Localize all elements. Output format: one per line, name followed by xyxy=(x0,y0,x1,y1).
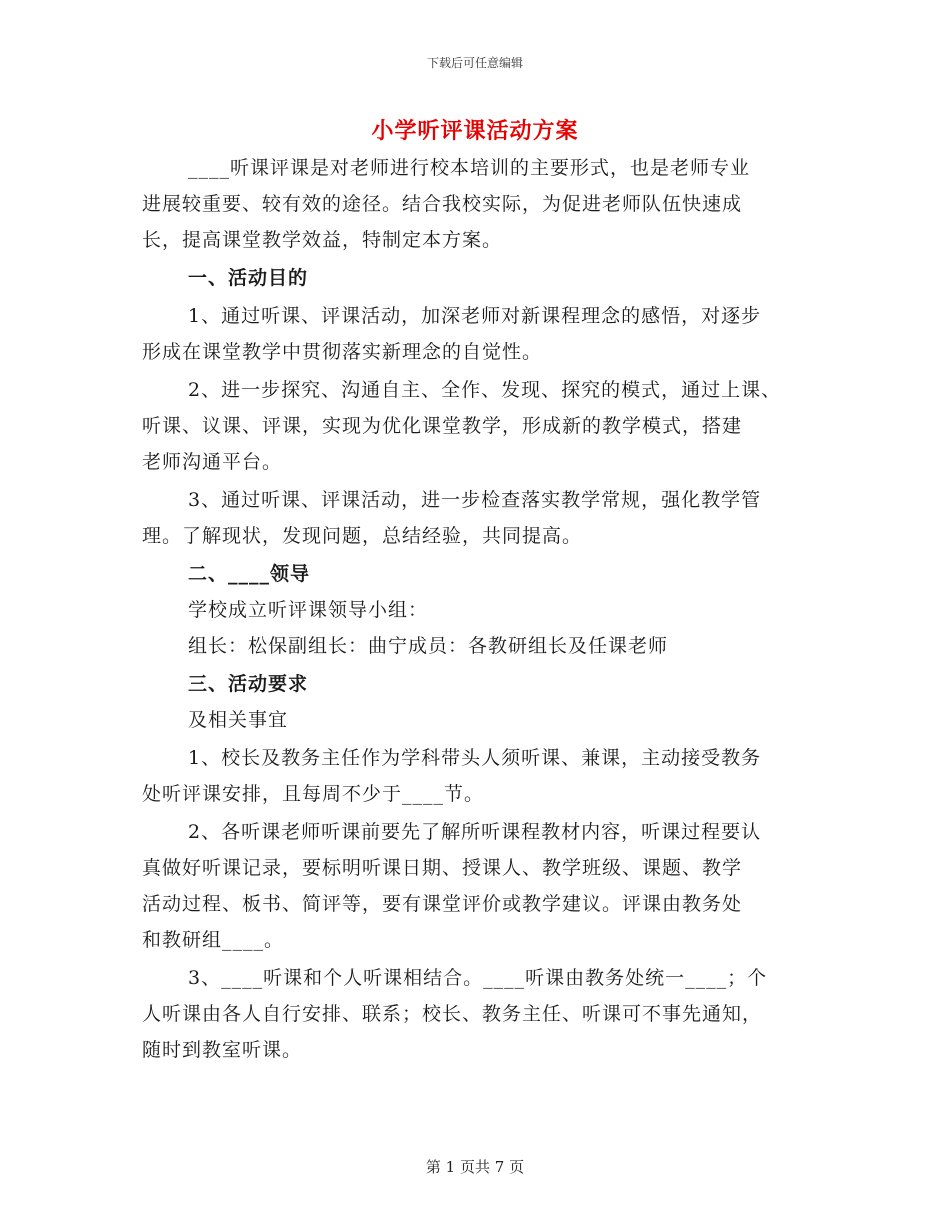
body-line: 活动过程、板书、简评等，要有课堂评价或教学建议。评课由教务处 xyxy=(142,893,743,915)
body-line: 组长：松保副组长：曲宁成员：各教研组长及任课老师 xyxy=(188,635,669,657)
page-number: 第 1 页共 7 页 xyxy=(425,1158,525,1176)
body-line: 学校成立听评课领导小组： xyxy=(188,599,429,621)
body-line: 进展较重要、较有效的途径。结合我校实际，为促进老师队伍快速成 xyxy=(142,193,743,215)
body-line: 形成在课堂教学中贯彻落实新理念的自觉性。 xyxy=(142,341,543,363)
body-line: 处听评课安排，且每周不少于____节。 xyxy=(142,783,485,805)
body-line: 真做好听课记录，要标明听课日期、授课人、教学班级、课题、教学 xyxy=(142,857,743,879)
body-line: 听课、议课、评课，实现为优化课堂教学，形成新的教学模式，搭建 xyxy=(142,415,743,437)
body-line: 长，提高课堂教学效益，特制定本方案。 xyxy=(142,229,503,251)
body-line: 及相关事宜 xyxy=(188,709,289,731)
body-line: 和教研组____。 xyxy=(142,929,285,951)
body-line: 2、各听课老师听课前要先了解所听课程教材内容，听课过程要认 xyxy=(188,821,762,843)
section-heading: 二、____领导 xyxy=(188,563,311,585)
body-line: 3、通过听课、评课活动，进一步检查落实教学常规，强化教学管 xyxy=(188,489,762,511)
page-header-note: 下载后可任意编辑 xyxy=(426,56,523,70)
section-heading: 一、活动目的 xyxy=(188,267,309,289)
body-line: 1、通过听课、评课活动，加深老师对新课程理念的感悟，对逐步 xyxy=(188,305,762,327)
document-title: 小学听评课活动方案 xyxy=(371,118,579,144)
body-line: 1、校长及教务主任作为学科带头人须听课、兼课，主动接受教务 xyxy=(188,747,762,769)
section-heading: 三、活动要求 xyxy=(188,673,309,695)
body-line: 2、进一步探究、沟通自主、全作、发现、探究的模式，通过上课、 xyxy=(188,379,782,401)
body-line: 老师沟通平台。 xyxy=(142,451,283,473)
body-line: ____听课评课是对老师进行校本培训的主要形式，也是老师专业 xyxy=(188,157,751,179)
document-body xyxy=(142,150,842,1068)
body-line: 3、____听课和个人听课相结合。____听课由教务处统一____；个 xyxy=(188,967,768,989)
body-line: 随时到教室听课。 xyxy=(142,1039,303,1061)
body-line: 人听课由各人自行安排、联系；校长、教务主任、听课可不事先通知， xyxy=(142,1003,763,1025)
body-line: 理。了解现状，发现问题，总结经验，共同提高。 xyxy=(142,525,583,547)
